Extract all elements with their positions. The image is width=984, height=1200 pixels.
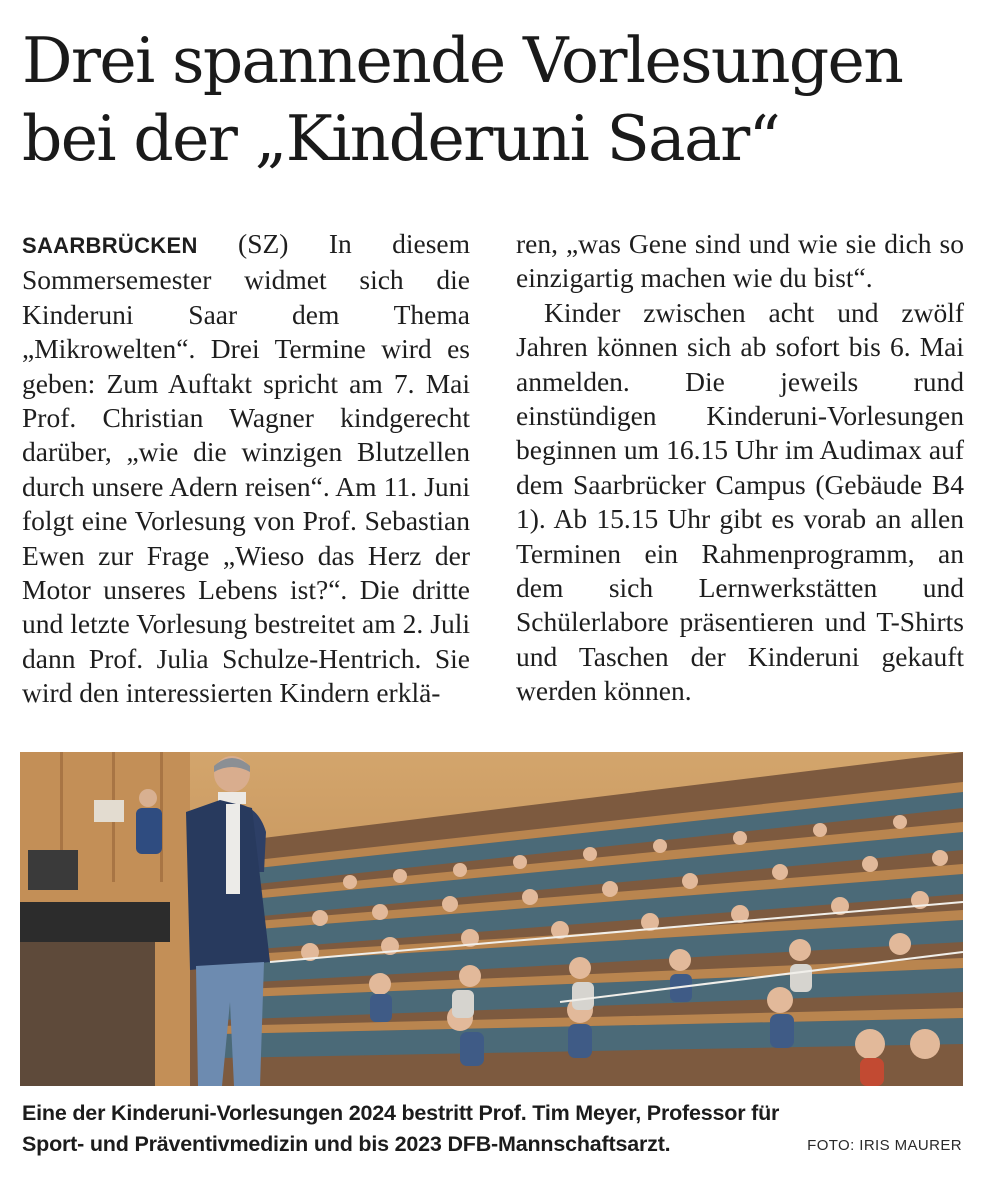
article-paragraph-2: Kinder zwischen acht und zwölf Jahren können sich ab sofort bis 6. Mai anmelden. Die jeweils rund einstündigen Kinderuni-Vorlesungen beginnen um 16.15 Uhr im Audimax auf dem Saarbrücker Campus (Gebäude B4 1). Ab 15.15 Uhr gibt es vorab an allen Terminen ein Rahmenprogramm, an dem sich Lernwerkstätten und Schülerlabore präsentieren und T-Shirts und Taschen der Kinderuni gekauft werden können. [516,296,964,707]
article-headline [22,22,972,178]
article-column-right [516,227,964,709]
dateline: SAARBRÜCKEN [22,233,198,258]
headline-line-1: Drei spannende Vorlesungen [22,24,903,97]
headline-line-2: bei der „Kinderuni Saar“ [22,102,780,175]
article-column-left [22,227,470,711]
article-paragraph-1-continued: ren, „was Gene sind und wie sie dich so einzigartig machen wie du bist“. [516,228,964,294]
photo-credit: FOTO: IRIS MAURER [807,1137,962,1154]
paragraph-1-text: (SZ) In diesem Sommersemester widmet sich die Kinderuni Saar dem Thema „Mikrowelten“. Drei Termine wird es geben: Zum Auftakt spricht am 7. Mai Prof. Christian Wagner kindgerecht darüber, „wie die winzigen Blutzellen durch unsere Adern reisen“. Am 11. Juni folgt eine Vorlesung von Prof. Sebastian Ewen zur Frage „Wieso das Herz der Motor unseres Lebens ist?“. Die dritte und letzte Vorlesung bestreitet am 2. Juli dann Prof. Julia Schulze-Hentrich. Sie wird den interessierten Kindern erklä- [22,228,471,709]
article-photo [20,752,963,1086]
article-paragraph-1 [22,227,470,711]
photo-caption: Eine der Kinderuni-Vorlesungen 2024 bestritt Prof. Tim Meyer, Professor für Sport- und Präventivmedizin und bis 2023 DFB-Mannschaftsarzt. [22,1101,780,1156]
